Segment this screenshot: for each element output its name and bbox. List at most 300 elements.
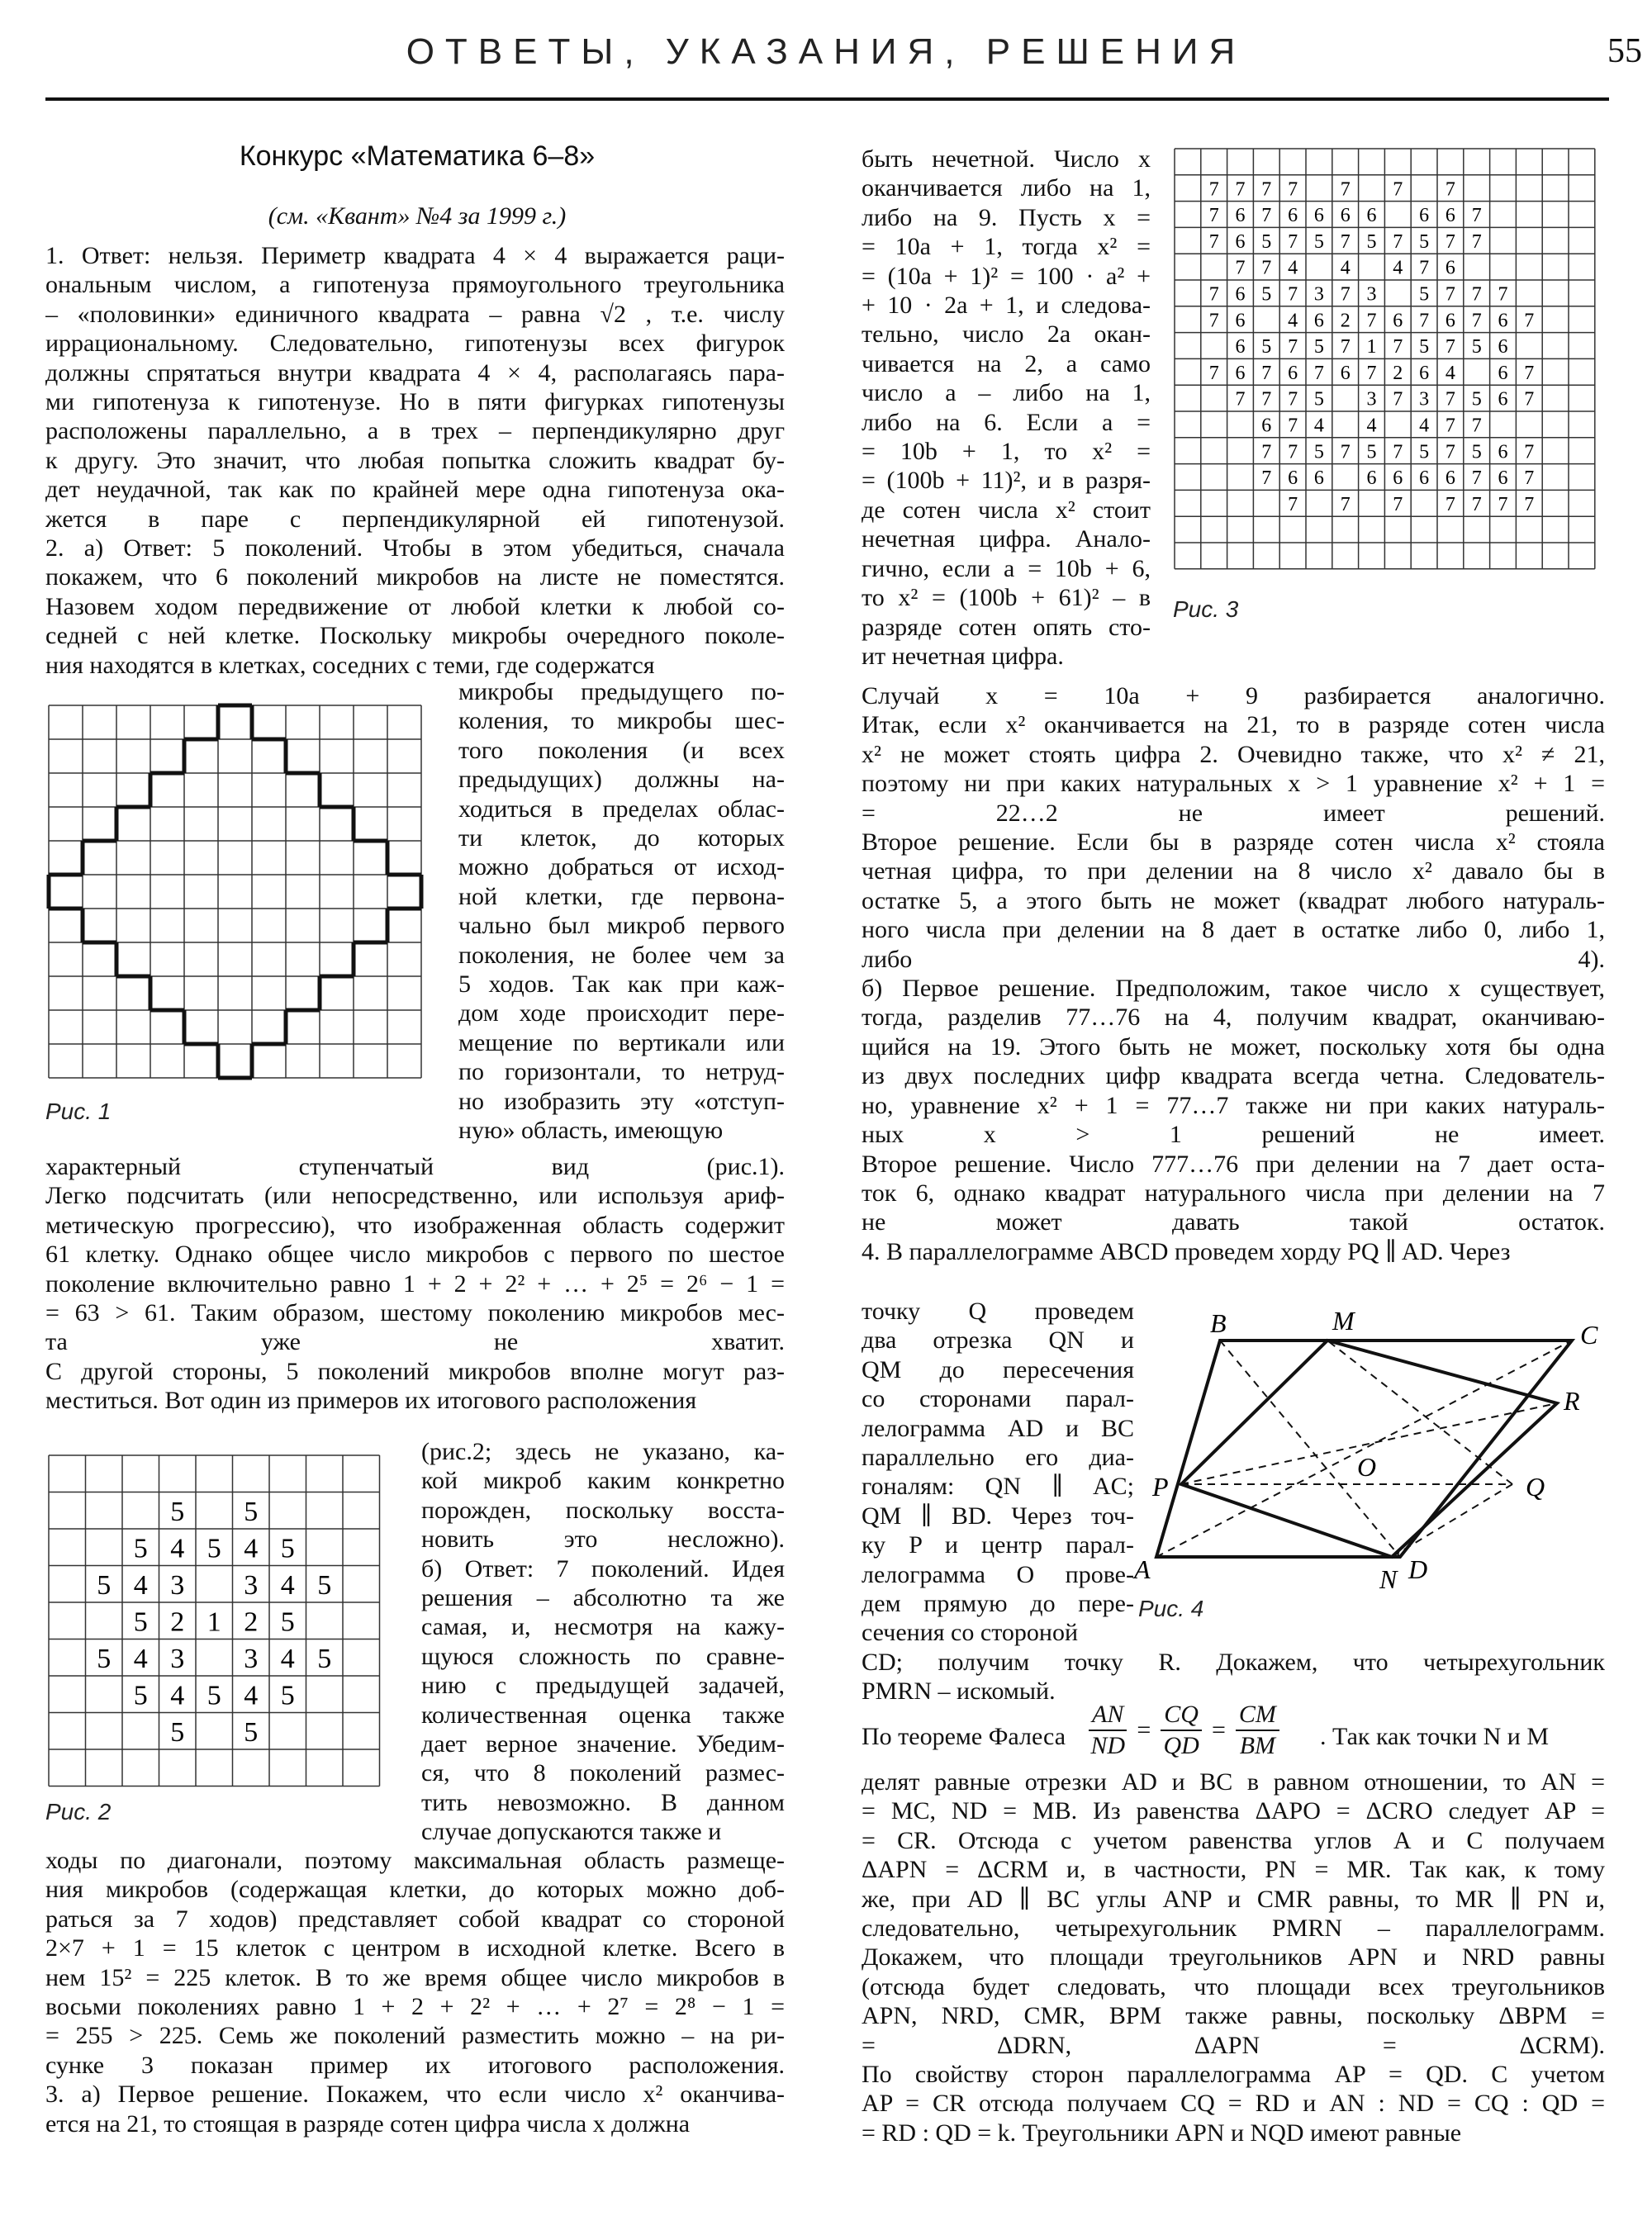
- grid-number: 1: [206, 1606, 221, 1638]
- text-line: решения – абсолютно та же: [421, 1584, 785, 1612]
- grid-number: 7: [1340, 230, 1351, 253]
- right-beside-fig3: [862, 145, 1151, 671]
- text-line: ную» область, имеющую: [458, 1117, 724, 1145]
- grid-number: 7: [1340, 336, 1351, 358]
- grid-number: 6: [1288, 205, 1298, 227]
- label-b: B: [1210, 1308, 1227, 1338]
- grid-number: 5: [244, 1496, 259, 1527]
- label-r: R: [1564, 1386, 1580, 1416]
- grid-number: 6: [1445, 467, 1455, 490]
- text-line: метическую прогрессию), что изображенная область содержит: [45, 1211, 785, 1239]
- right-block-1: [862, 681, 1605, 1266]
- text-line: параллельно его диа-: [862, 1444, 1134, 1472]
- text-line: кой микроб каким конкретно: [421, 1467, 785, 1495]
- thales-line: [862, 1700, 1605, 1774]
- text-line: 2. а) Ответ: 5 поколений. Чтобы в этом убедиться, сначала: [45, 534, 785, 562]
- grid-number: 7: [1471, 283, 1482, 306]
- fig1-grid: [49, 705, 421, 1078]
- grid-number: 7: [1340, 178, 1351, 201]
- text-line: характерный ступенчатый вид (рис.1).: [45, 1153, 785, 1180]
- grid-number: 5: [1419, 230, 1430, 253]
- grid-number: 4: [1288, 257, 1298, 279]
- grid-number: 5: [1366, 441, 1377, 463]
- grid-number: 7: [1288, 178, 1298, 201]
- grid-number: 6: [1235, 310, 1246, 332]
- label-o: O: [1357, 1452, 1377, 1482]
- grid-number: 5: [1471, 388, 1482, 410]
- grid-number: 7: [1261, 467, 1272, 490]
- diagonal-bd: [1220, 1341, 1400, 1557]
- text-line: случае допускаются также и: [421, 1818, 722, 1846]
- grid-number: 5: [244, 1716, 259, 1748]
- grid-number: 7: [1261, 388, 1272, 410]
- text-line: + 10 · 2a + 1, и следова-: [862, 292, 1151, 320]
- right-block-3: [862, 1768, 1605, 2147]
- text-line: поколение включительно равно 1 + 2 + 2² + … + 2⁵ = 2⁶ − 1 =: [45, 1269, 785, 1298]
- text-line: ных x > 1 решений не имеет.: [862, 1121, 1605, 1149]
- grid-number: 7: [1340, 493, 1351, 515]
- grid-number: 3: [170, 1569, 185, 1601]
- grid-number: 6: [1288, 467, 1298, 490]
- thales-suffix: . Так как точки N и M: [1320, 1723, 1550, 1750]
- grid-number: 7: [1393, 178, 1403, 201]
- text-line: гоналям: QN ∥ AC;: [862, 1473, 1134, 1501]
- grid-number: 5: [317, 1643, 332, 1674]
- grid-number: 7: [1235, 388, 1246, 410]
- label-n: N: [1379, 1564, 1398, 1594]
- grid-number: 7: [1235, 178, 1246, 201]
- grid-number: 7: [1208, 310, 1219, 332]
- text-line: меститься. Вот один из примеров их итогового расположения: [45, 1387, 697, 1415]
- text-line: чивается на 2, а само: [862, 349, 1151, 377]
- text-line: Случай x = 10a + 9 разбирается аналогично.: [862, 682, 1605, 709]
- text-line: ется на 21, то стоящая в разряде сотен цифра числа x должна: [45, 2109, 691, 2138]
- text-line: то x² = (100b + 61)² – в: [862, 584, 1151, 612]
- text-line: ся, что 8 поколений размес-: [421, 1759, 785, 1787]
- grid-number: 5: [133, 1606, 148, 1638]
- grid-number: 5: [170, 1716, 185, 1748]
- text-line: тить невозможно. В данном: [421, 1788, 785, 1816]
- grid-number: 7: [1340, 441, 1351, 463]
- text-line: новить это несложно).: [421, 1526, 785, 1554]
- text-line: должны спрятаться внутри квадрата 4 × 4, располагаясь пара-: [45, 358, 785, 387]
- grid-number: 3: [1366, 283, 1377, 306]
- right-block-2: [862, 1648, 1605, 1706]
- grid-number: 5: [97, 1569, 112, 1601]
- text-line: нем 15² = 225 клеток. В то же время общее число микробов в: [45, 1963, 785, 1991]
- text-line: – «половинки» единичного квадрата – равна √2 , т.е. числу: [45, 300, 785, 328]
- grid-number: 6: [1498, 336, 1508, 358]
- text-line: поэтому ни при каких натуральных x > 1 уравнение x² + 1 =: [862, 770, 1605, 798]
- grid-number: 5: [1313, 441, 1324, 463]
- text-line: того поколения (и всех: [458, 736, 785, 764]
- grid-number: 5: [1313, 230, 1324, 253]
- text-line: PMRN – искомый.: [862, 1677, 1056, 1706]
- text-line: со сторонами парал-: [862, 1385, 1134, 1413]
- text-line: Назовем ходом передвижение от любой клетки к любой со-: [45, 592, 785, 620]
- text-line: ми гипотенуза к гипотенузе. Но в пяти фигурках гипотенузы: [45, 388, 785, 416]
- text-line: покажем, что 6 поколений микробов на листе не поместятся.: [45, 563, 785, 591]
- grid-number: 5: [1313, 336, 1324, 358]
- grid-number: 6: [1419, 467, 1430, 490]
- text-line: иррациональному. Следовательно, гипотенузы всех фигурок: [45, 330, 785, 358]
- text-line: дем прямую до пере-: [862, 1590, 1134, 1618]
- text-line: 3. а) Первое решение. Покажем, что если число x² оканчива-: [45, 2081, 785, 2109]
- fraction-numerator: AN: [1089, 1700, 1127, 1731]
- text-line: 5 ходов. Так как при каж-: [458, 970, 785, 999]
- text-line: = 10b + 1, то x² =: [862, 438, 1151, 466]
- grid-number: 6: [1288, 362, 1298, 384]
- grid-number: 6: [1498, 467, 1508, 490]
- grid-number: 5: [280, 1533, 295, 1564]
- equals-sign: =: [1211, 1716, 1226, 1744]
- text-line: тельно, число 2a окан-: [862, 320, 1151, 349]
- grid-number: 5: [280, 1606, 295, 1638]
- grid-number: 7: [1524, 493, 1535, 515]
- text-line: та уже не хватит.: [45, 1328, 785, 1356]
- text-line: ток 6, однако квадрат натурального числа при делении на 7: [862, 1179, 1605, 1207]
- fig1-caption: Рис. 1: [45, 1099, 112, 1124]
- grid-number: 6: [1313, 205, 1324, 227]
- text-line: б) Первое решение. Предположим, такое число x существует,: [862, 975, 1605, 1003]
- figure-3: [1171, 145, 1599, 573]
- grid-number: 6: [1235, 283, 1246, 306]
- fraction-denominator: QD: [1163, 1732, 1199, 1759]
- text-line: ного числа при делении на 8 дает в остатке либо 0, либо 1,: [862, 916, 1605, 944]
- grid-number: 7: [1288, 230, 1298, 253]
- grid-number: 2: [244, 1606, 259, 1638]
- grid-number: 6: [1445, 310, 1455, 332]
- grid-number: 5: [1261, 336, 1272, 358]
- fraction: [1236, 1700, 1279, 1761]
- grid-number: 6: [1393, 310, 1403, 332]
- grid-number: 4: [1419, 415, 1430, 437]
- grid-number: 7: [1445, 415, 1455, 437]
- grid-number: 7: [1471, 467, 1482, 490]
- text-line: лелограмма AD и BC: [862, 1414, 1134, 1442]
- grid-number: 7: [1471, 205, 1482, 227]
- text-line: = 22…2 не имеет решений.: [862, 799, 1605, 827]
- text-line: ходиться в пределах облас-: [458, 795, 785, 823]
- grid-number: 6: [1498, 388, 1508, 410]
- grid-number: 7: [1393, 336, 1403, 358]
- fig2-numbers: [97, 1497, 331, 1748]
- fig3-caption: Рис. 3: [1173, 596, 1239, 622]
- label-c: C: [1580, 1320, 1598, 1350]
- grid-number: 5: [1419, 336, 1430, 358]
- grid-number: 7: [1419, 310, 1430, 332]
- grid-number: 6: [1235, 230, 1246, 253]
- grid-number: 7: [1288, 493, 1298, 515]
- grid-number: 3: [170, 1643, 185, 1674]
- grid-number: 7: [1288, 415, 1298, 437]
- text-line: гично, если a = 10b + 6,: [862, 554, 1151, 582]
- grid-number: 3: [244, 1569, 259, 1601]
- grid-number: 4: [133, 1569, 148, 1601]
- grid-number: 6: [1235, 336, 1246, 358]
- text-line: поколения, не более чем за: [458, 941, 785, 969]
- text-line: чально был микроб первого: [458, 912, 785, 940]
- text-line: дает верное значение. Убедим-: [421, 1730, 785, 1758]
- text-line: ной клетки, где первона-: [458, 882, 785, 910]
- grid-number: 7: [1261, 257, 1272, 279]
- text-line: Второе решение. Если бы в разряде сотен числа x² стояла: [862, 828, 1605, 857]
- grid-number: 6: [1419, 362, 1430, 384]
- grid-number: 4: [170, 1533, 185, 1564]
- text-line: по горизонтали, то нетруд-: [458, 1058, 785, 1086]
- left-block-2: [45, 1152, 785, 1416]
- label-q: Q: [1526, 1472, 1545, 1502]
- grid-number: 7: [1471, 493, 1482, 515]
- grid-number: 7: [1524, 310, 1535, 332]
- grid-number: 7: [1366, 362, 1377, 384]
- grid-number: 4: [133, 1643, 148, 1674]
- grid-number: 3: [1366, 388, 1377, 410]
- grid-number: 5: [1471, 336, 1482, 358]
- text-line: (отсюда будет следовать, что площади всех треугольников: [862, 1972, 1605, 2000]
- grid-number: 5: [317, 1569, 332, 1601]
- grid-number: 7: [1261, 362, 1272, 384]
- grid-number: 6: [1498, 441, 1508, 463]
- fig1-step-boundary: [49, 705, 421, 1078]
- grid-number: 6: [1445, 257, 1455, 279]
- text-line: остатке 5, а этого быть не может (квадрат любого натураль-: [862, 886, 1605, 914]
- grid-number: 4: [280, 1643, 295, 1674]
- grid-number: 7: [1524, 467, 1535, 490]
- text-line: дет неудачной, так как по крайней мере одна гипотенуза ока-: [45, 476, 785, 504]
- grid-number: 7: [1340, 283, 1351, 306]
- grid-number: 7: [1445, 178, 1455, 201]
- left-beside-fig1: [458, 677, 785, 1146]
- text-line: нию с предыдущей задачей,: [421, 1672, 785, 1700]
- grid-number: 7: [1471, 310, 1482, 332]
- text-line: щуюся сложность по сравне-: [421, 1642, 785, 1670]
- grid-number: 5: [133, 1680, 148, 1711]
- grid-number: 6: [1313, 310, 1324, 332]
- fraction: [1161, 1700, 1202, 1761]
- grid-number: 7: [1261, 178, 1272, 201]
- text-line: Итак, если x² оканчивается на 21, то в разряде сотен числа: [862, 711, 1605, 739]
- grid-number: 7: [1524, 441, 1535, 463]
- label-d: D: [1408, 1554, 1428, 1584]
- grid-number: 7: [1471, 230, 1482, 253]
- grid-number: 5: [1313, 388, 1324, 410]
- text-line: к другу. Это значит, что любая попытка сложить квадрат бу-: [45, 446, 785, 474]
- text-line: 61 клетку. Однако общее число микробов с первого по шестое: [45, 1241, 785, 1269]
- grid-number: 7: [1445, 493, 1455, 515]
- grid-number: 4: [244, 1533, 259, 1564]
- grid-number: 7: [1288, 336, 1298, 358]
- grid-number: 6: [1261, 415, 1272, 437]
- text-line: 1. Ответ: нельзя. Периметр квадрата 4 × 4 выражается раци-: [45, 242, 785, 269]
- grid-number: 5: [206, 1533, 221, 1564]
- grid-number: 5: [206, 1680, 221, 1711]
- left-block-1: [45, 241, 785, 680]
- text-line: = RD : QD = k. Треугольники APN и NQD имеют равные: [862, 2119, 1462, 2147]
- text-line: ходы по диагонали, поэтому максимальная область размеще-: [45, 1847, 785, 1874]
- text-line: тогда, разделив 77…76 на 4, получим квадрат, оканчиваю-: [862, 1004, 1605, 1032]
- fraction-numerator: CQ: [1161, 1700, 1202, 1731]
- text-line: нечетная цифра. Анало-: [862, 525, 1151, 553]
- text-line: же, при AD ∥ BC углы ANP и CMR равны, то MR ∥ PN и,: [862, 1885, 1605, 1913]
- text-line: = 63 > 61. Таким образом, шестому поколению микробов мес-: [45, 1299, 785, 1327]
- text-line: оканчивается либо на 1,: [862, 174, 1151, 202]
- text-line: = (10a + 1)² = 100 · a² +: [862, 262, 1151, 290]
- grid-number: 6: [1340, 205, 1351, 227]
- text-line: раться за 7 ходов) представляет собой квадрат со стороной: [45, 1905, 785, 1933]
- text-line: CD; получим точку R. Докажем, что четырехугольник: [862, 1649, 1605, 1676]
- text-line: либо 4).: [862, 945, 1605, 973]
- grid-number: 7: [1261, 205, 1272, 227]
- grid-number: 7: [1393, 493, 1403, 515]
- grid-number: 7: [1498, 493, 1508, 515]
- grid-number: 7: [1313, 362, 1324, 384]
- text-line: два отрезка QN и: [862, 1326, 1134, 1355]
- segment-qn: [1392, 1484, 1512, 1557]
- text-line: сунке 3 показан пример их итогового расположения.: [45, 2051, 785, 2079]
- text-line: седней с ней клетке. Поскольку микробы очередного поколе-: [45, 622, 785, 650]
- text-line: расположены параллельно, а в трех – перпендикулярно друг: [45, 417, 785, 445]
- text-line: разряде сотен опять сто-: [862, 613, 1151, 641]
- text-line: QM до пересечения: [862, 1355, 1134, 1383]
- text-line: = ΔDRN, ΔAPN = ΔCRM).: [862, 2031, 1605, 2059]
- grid-number: 7: [1288, 283, 1298, 306]
- fraction: [1089, 1700, 1127, 1761]
- label-m: M: [1332, 1306, 1355, 1336]
- grid-number: 5: [1419, 283, 1430, 306]
- grid-number: 5: [1261, 283, 1272, 306]
- grid-number: 7: [1445, 230, 1455, 253]
- thales-fractions: [1089, 1700, 1279, 1761]
- grid-number: 7: [1208, 205, 1219, 227]
- grid-number: 4: [1393, 257, 1403, 279]
- grid-number: 5: [1366, 230, 1377, 253]
- grid-number: 6: [1235, 362, 1246, 384]
- text-line: ния микробов (содержащая клетки, до которых можно доб-: [45, 1876, 785, 1904]
- left-beside-fig2: [421, 1437, 785, 1847]
- fig2-caption: Рис. 2: [45, 1799, 112, 1825]
- fig3-numbers: [1209, 178, 1535, 515]
- parallelogram-pmrn: [1181, 1341, 1557, 1557]
- text-line: С другой стороны, 5 поколений микробов вполне могут раз-: [45, 1357, 785, 1385]
- grid-number: 7: [1445, 336, 1455, 358]
- text-line: лелограмма O прове-: [862, 1560, 1134, 1588]
- grid-number: 6: [1340, 362, 1351, 384]
- text-line: = MC, ND = MB. Из равенства ΔAPO = ΔCRO следует AP =: [862, 1797, 1605, 1825]
- grid-number: 7: [1393, 388, 1403, 410]
- grid-number: 6: [1235, 205, 1246, 227]
- text-line: либо на 6. Если a =: [862, 408, 1151, 436]
- fraction-numerator: CM: [1236, 1700, 1279, 1731]
- grid-number: 5: [280, 1680, 295, 1711]
- text-line: из двух последних цифр квадрата всегда четна. Следователь-: [862, 1062, 1605, 1090]
- label-a: A: [1134, 1554, 1151, 1584]
- grid-number: 1: [1366, 336, 1377, 358]
- text-line: не может давать такой остаток.: [862, 1208, 1605, 1236]
- figure-4: [1127, 1301, 1615, 1598]
- grid-number: 7: [1261, 441, 1272, 463]
- text-line: = CR. Отсюда с учетом равенства углов A и C получаем: [862, 1826, 1605, 1854]
- text-line: можно добраться от исход-: [458, 853, 785, 881]
- text-line: = 255 > 225. Семь же поколений разместить можно – на ри-: [45, 2022, 785, 2050]
- grid-number: 7: [1471, 415, 1482, 437]
- text-line: = (100b + 11)², и в разря-: [862, 467, 1151, 495]
- text-line: QM ∥ BD. Через точ-: [862, 1502, 1134, 1530]
- grid-number: 7: [1288, 388, 1298, 410]
- grid-number: 5: [1419, 441, 1430, 463]
- grid-number: 7: [1393, 441, 1403, 463]
- grid-number: 6: [1498, 310, 1508, 332]
- grid-number: 7: [1445, 388, 1455, 410]
- grid-number: 2: [1393, 362, 1403, 384]
- grid-number: 7: [1288, 441, 1298, 463]
- grid-number: 6: [1393, 467, 1403, 490]
- thales-prefix: По теореме Фалеса: [862, 1723, 1066, 1750]
- grid-number: 6: [1366, 205, 1377, 227]
- text-line: но изобразить эту «отступ-: [458, 1087, 785, 1115]
- grid-number: 2: [1340, 310, 1351, 332]
- text-line: четная цифра, то при делении на 8 число x² давало бы в: [862, 857, 1605, 885]
- text-line: делят равные отрезки AD и BC в равном отношении, то AN =: [862, 1768, 1605, 1796]
- page-number: 55: [1607, 32, 1642, 70]
- grid-number: 7: [1208, 362, 1219, 384]
- text-line: предыдущих) должны на-: [458, 766, 785, 794]
- text-line: точку Q проведем: [862, 1298, 1134, 1325]
- grid-number: 5: [170, 1496, 185, 1527]
- text-line: количественная оценка также: [421, 1701, 785, 1729]
- grid-number: 7: [1208, 178, 1219, 201]
- grid-number: 6: [1445, 205, 1455, 227]
- text-line: Легко подсчитать (или непосредственно, или используя ариф-: [45, 1182, 785, 1210]
- text-line: порожден, поскольку восста-: [421, 1496, 785, 1524]
- grid-number: 4: [170, 1680, 185, 1711]
- text-line: сечения со стороной: [862, 1619, 1079, 1647]
- grid-number: 7: [1366, 310, 1377, 332]
- grid-number: 4: [1340, 257, 1351, 279]
- text-line: микробы предыдущего по-: [458, 678, 785, 705]
- text-line: ональным числом, а гипотенуза прямоугольного треугольника: [45, 271, 785, 299]
- text-line: AP = CR отсюда получаем CQ = RD и AN : ND = CQ : QD =: [862, 2090, 1605, 2118]
- grid-number: 7: [1208, 283, 1219, 306]
- text-line: либо на 9. Пусть x =: [862, 203, 1151, 231]
- grid-number: 6: [1313, 467, 1324, 490]
- text-line: 4. В параллелограмме ABCD проведем хорду PQ ∥ AD. Через: [862, 1237, 1511, 1265]
- text-line: дом ходе происходит пере-: [458, 999, 785, 1027]
- grid-number: 7: [1445, 441, 1455, 463]
- grid-number: 7: [1498, 283, 1508, 306]
- text-line: ния находятся в клетках, соседних с теми, где содержатся: [45, 651, 655, 679]
- text-line: следовательно, четырехугольник PMRN – параллелограмм.: [862, 1915, 1605, 1943]
- text-line: 2×7 + 1 = 15 клеток с центром в исходной клетке. Всего в: [45, 1934, 785, 1962]
- text-line: восьми поколениях равно 1 + 2 + 2² + … + 2⁷ = 2⁸ − 1 =: [45, 1993, 785, 2021]
- grid-number: 3: [1419, 388, 1430, 410]
- text-line: ку P и центр парал-: [862, 1531, 1134, 1559]
- figure-2: [45, 1452, 384, 1791]
- grid-number: 4: [280, 1569, 295, 1601]
- grid-number: 5: [1261, 230, 1272, 253]
- fraction-denominator: ND: [1090, 1732, 1126, 1759]
- text-line: де сотен числа x² стоит: [862, 496, 1151, 524]
- text-line: (рис.2; здесь не указано, ка-: [421, 1438, 785, 1465]
- text-line: самая, и, несмотря на кажу-: [421, 1613, 785, 1641]
- text-line: щийся на 19. Этого быть не может, поскольку хотя бы одна: [862, 1032, 1605, 1061]
- running-header: ОТВЕТЫ, УКАЗАНИЯ, РЕШЕНИЯ: [406, 31, 1246, 72]
- grid-number: 6: [1419, 205, 1430, 227]
- text-line: ит нечетная цифра.: [862, 642, 1064, 670]
- text-line: ΔAPN = ΔCRM и, в частности, PN = MR. Так как, к тому: [862, 1856, 1605, 1884]
- text-line: мещение по вертикали или: [458, 1028, 785, 1056]
- label-p: P: [1152, 1472, 1169, 1502]
